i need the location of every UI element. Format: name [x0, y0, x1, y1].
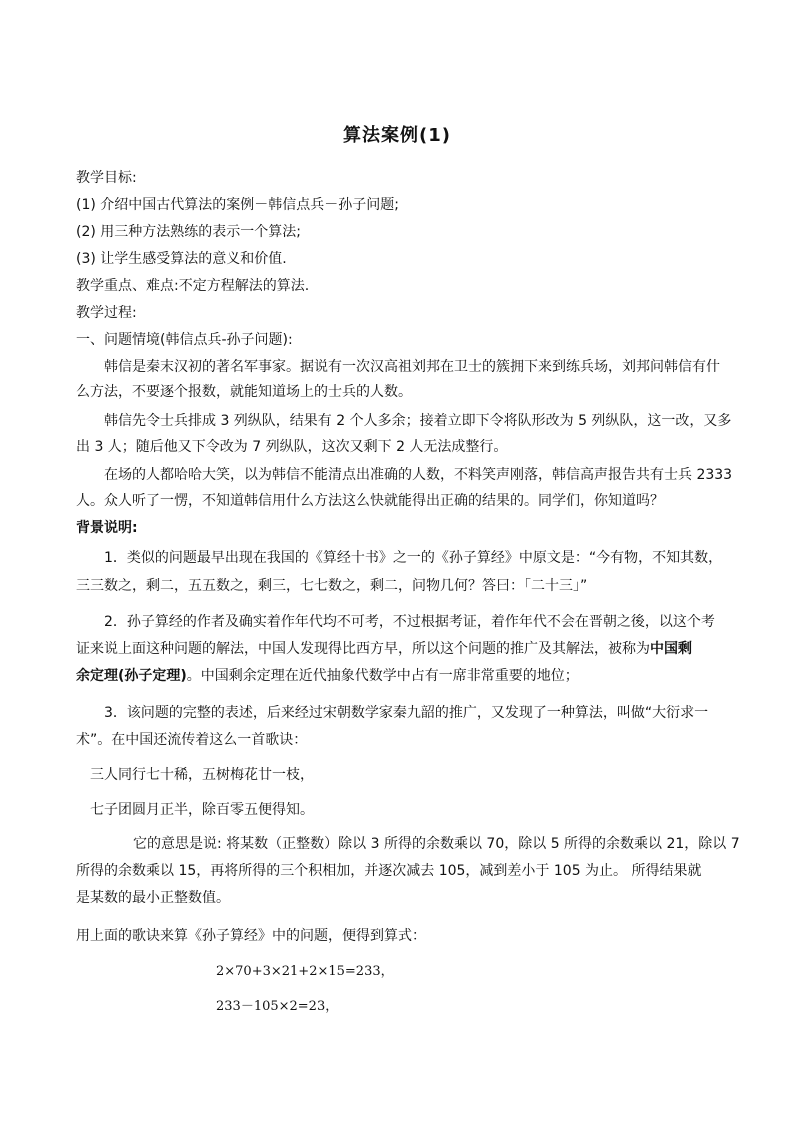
story-paragraph-1-line-2: 么方法，不要逐个报数，就能知道场上的士兵的人数。 — [76, 384, 412, 400]
note-2-line-3 — [76, 666, 579, 686]
note-1-line-1: 1．类似的问题最早出现在我国的《算经十书》之一的《孙子算经》中原文是：“今有物，不知其数， — [104, 550, 723, 566]
objective-item-1: (1) 介绍中国古代算法的案例－韩信点兵－孙子问题; — [76, 197, 399, 213]
story-paragraph-2-line-2: 出 3 人；随后他又下令改为 7 列纵队，这次又剩下 2 人无法成整行。 — [76, 439, 508, 455]
note-2-text-end: 。中国剩余定理在近代抽象代数学中占有一席非常重要的地位； — [186, 668, 579, 684]
story-paragraph-1-line-1: 韩信是秦末汉初的著名军事家。据说有一次汉高祖刘邦在卫士的簇拥下来到练兵场，刘邦问韩信有什 — [104, 359, 720, 375]
poem-line-1: 三人同行七十稀，五树梅花廿一枝， — [90, 767, 314, 783]
meaning-line-2: 所得的余数乘以 15，再将所得的三个积相加，并逐次减去 105，减到差小于 105 为止。 所得结果就 — [76, 863, 702, 879]
section1-heading: 一、问题情境(韩信点兵-孙子问题): — [76, 332, 293, 348]
apply-text: 用上面的歌诀来算《孙子算经》中的问题，便得到算式： — [76, 928, 426, 944]
key-points: 教学重点、难点:不定方程解法的算法. — [76, 278, 310, 294]
theorem-name-part-2: 余定理(孙子定理) — [76, 668, 187, 684]
note-3-line-2: 术”。在中国还流传着这么一首歌诀： — [76, 732, 308, 748]
objective-item-2: (2) 用三种方法熟练的表示一个算法; — [76, 224, 301, 240]
objectives-heading: 教学目标: — [76, 170, 137, 186]
note-2-text: 证来说上面这种问题的解法，中国人发现得比西方早，所以这个问题的推广及其解法，被称为 — [76, 641, 650, 657]
formula-2: 233－105×2=23， — [216, 999, 339, 1014]
page-title: 算法案例(1) — [343, 125, 451, 146]
background-heading: 背景说明: — [76, 520, 138, 536]
note-2-line-1: 2．孙子算经的作者及确实着作年代均不可考，不过根据考证，着作年代不会在晋朝之後，以这个考 — [104, 614, 715, 630]
meaning-line-3: 是某数的最小正整数值。 — [76, 890, 230, 906]
story-paragraph-2-line-1: 韩信先令士兵排成 3 列纵队，结果有 2 个人多余；接着立即下令将队形改为 5 列纵队，这一改，又多 — [104, 413, 732, 429]
note-2-line-2 — [76, 639, 692, 659]
note-3-line-1: 3．该问题的完整的表述，后来经过宋朝数学家秦九韶的推广，又发现了一种算法，叫做“大衍求一 — [104, 705, 709, 721]
note-1-line-2: 三三数之，剩二，五五数之，剩三，七七数之，剩二，问物几何？答曰：「二十三」” — [76, 578, 588, 594]
objective-item-3: (3) 让学生感受算法的意义和价值. — [76, 251, 287, 267]
story-paragraph-3-line-2: 人。众人听了一愣，不知道韩信用什么方法这么快就能得出正确的结果的。同学们，你知道吗？ — [76, 493, 664, 509]
meaning-line-1: 它的意思是说: 将某数（正整数）除以 3 所得的余数乘以 70，除以 5 所得的余数乘以 21，除以 7 — [133, 836, 740, 852]
formula-1: 2×70+3×21+2×15=233， — [216, 964, 394, 979]
process-heading: 教学过程: — [76, 305, 137, 321]
story-paragraph-3-line-1: 在场的人都哈哈大笑，以为韩信不能清点出准确的人数，不料笑声刚落，韩信高声报告共有士兵 2333 — [104, 467, 733, 483]
theorem-name-part-1: 中国剩 — [650, 641, 692, 657]
poem-line-2: 七子团圆月正半，除百零五便得知。 — [90, 802, 314, 818]
